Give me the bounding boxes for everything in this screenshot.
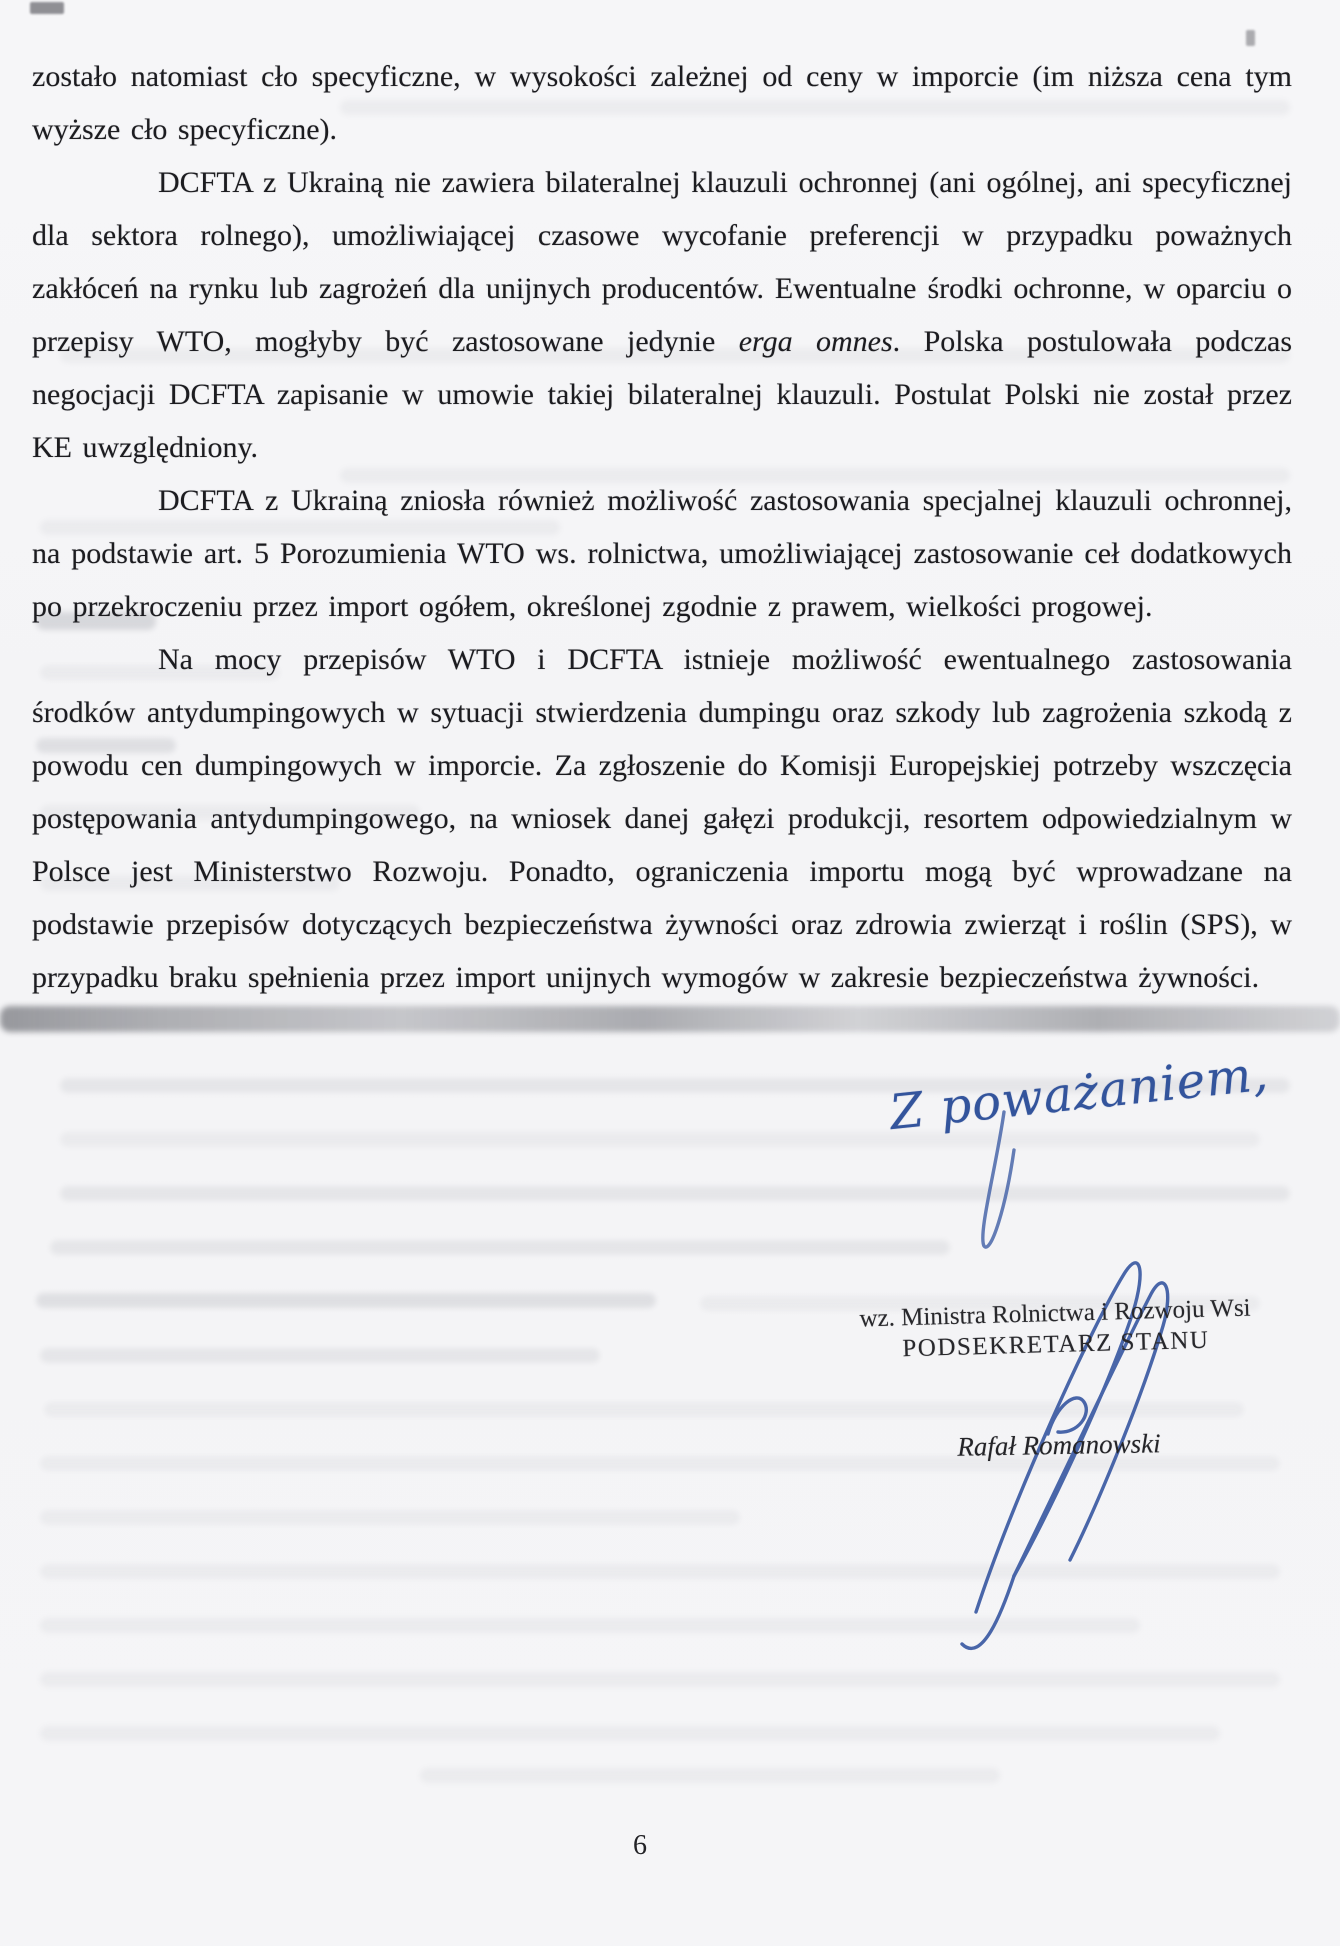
latin-phrase-erga-omnes: erga omnes [738,325,893,358]
paragraph-continuation: zostało natomiast cło specyficzne, w wysokości zależnej od ceny w imporcie (im niższa cena tym wyższe cło specyficzne). [32,60,1292,146]
paragraph-special-safeguard: DCFTA z Ukrainą zniosła również możliwość zastosowania specjalnej klauzuli ochronnej, na podstawie art. 5 Porozumienia WTO ws. rolnictwa, umożliwiającej zastosowanie ceł dodatkowych po przekroczeniu przez import ogółem, określonej zgodnie z prawem, wielkości progowej. [32,484,1292,623]
title-line: PODSEKRETARZ STANU [902,1326,1210,1363]
on-behalf-line: wz. Ministra Rolnictwa i Rozwoju Wsi [859,1294,1251,1333]
paragraph-segment: . Polska postulowała podczas negocjacji DCFTA zapisanie w umowie takiej bilateralnej klauzuli. Postulat Polski nie został przez KE uwzględniony. [32,325,1293,464]
signature-stroke [962,1576,1014,1648]
handwritten-closing: Z poważaniem, [887,1045,1272,1141]
page-number: 6 [633,1830,647,1861]
paragraph-segment: DCFTA z Ukrainą nie zawiera bilateralnej klauzuli ochronnej (ani ogólnej, ani specyficznej dla sektora rolnego), umożliwiającej czasowe wycofanie preferencji w przypadku poważnych zakłóceń na rynku lub zagrożeń dla unijnych producentów. Ewentualne środki ochronne, w oparciu o przepisy WTO, mogłyby być zastosowane jedynie [32,166,1292,358]
signatory-name: Rafał Romanowski [957,1428,1161,1462]
signature-stroke [1048,1398,1086,1434]
paragraph-antidumping: Na mocy przepisów WTO i DCFTA istnieje możliwość ewentualnego zastosowania środków antydumpingowych w sytuacji stwierdzenia dumpingu oraz szkody lub zagrożenia szkodą z powodu cen dumpingowych w imporcie. Za zgłoszenie do Komisji Europejskiej potrzeby wszczęcia postępowania antydumpingowego, na wniosek danej gałęzi produkcji, resortem odpowiedzialnym w Polsce jest Ministerstwo Rozwoju. Ponadto, ograniczenia importu mogą być wprowadzane na podstawie przepisów dotyczących bezpieczeństwa żywności oraz zdrowia zwierząt i roślin (SPS), w przypadku braku spełnienia przez import unijnych wymogów w zakresie bezpieczeństwa żywności. [32,643,1292,994]
signature-stroke [983,1112,1014,1247]
